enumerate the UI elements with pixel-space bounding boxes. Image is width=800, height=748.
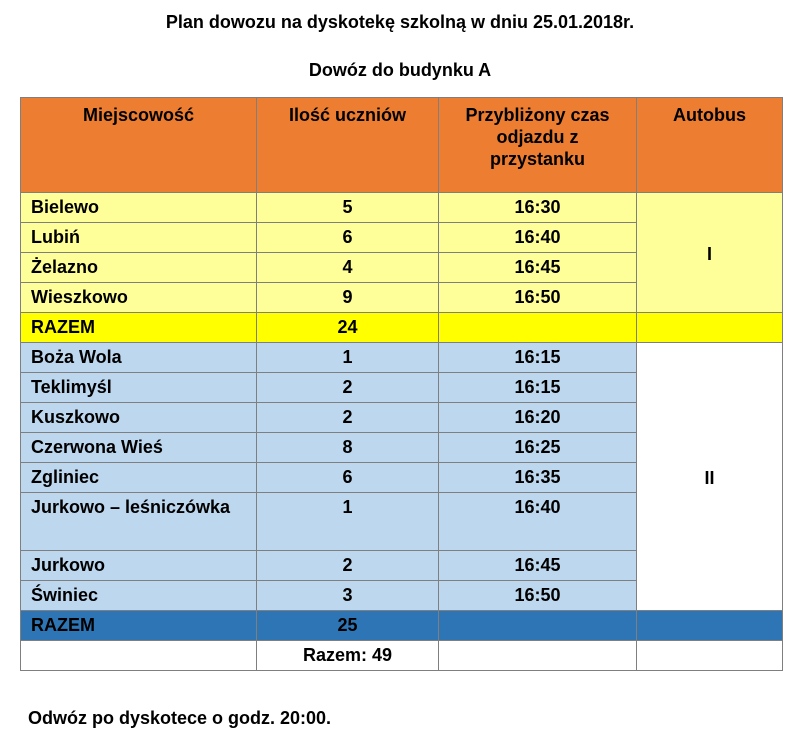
document-subtitle: Dowóz do budynku A	[308, 60, 492, 80]
place-cell: Bielewo	[21, 193, 257, 223]
count-cell: 1	[257, 493, 439, 551]
empty-cell	[637, 313, 783, 343]
total-count: 24	[257, 313, 439, 343]
count-cell: 2	[257, 551, 439, 581]
place-cell: Świniec	[21, 581, 257, 611]
count-cell: 1	[257, 343, 439, 373]
place-cell: Żelazno	[21, 253, 257, 283]
time-cell: 16:25	[439, 433, 637, 463]
document-title: Plan dowozu na dyskotekę szkolną w dniu 25.01.2018r.	[165, 12, 635, 32]
table-row	[21, 193, 783, 223]
empty-cell	[439, 313, 637, 343]
schedule-table	[20, 97, 783, 671]
return-trip-note: Odwóz po dyskotece o godz. 20:00.	[28, 708, 332, 728]
empty-cell	[439, 641, 637, 671]
empty-cell	[21, 641, 257, 671]
total-row-1	[21, 313, 783, 343]
time-cell: 16:20	[439, 403, 637, 433]
table-row	[21, 343, 783, 373]
count-cell: 2	[257, 403, 439, 433]
header-count: Ilość uczniów	[257, 98, 439, 193]
count-cell: 4	[257, 253, 439, 283]
empty-cell	[637, 641, 783, 671]
time-cell: 16:15	[439, 343, 637, 373]
place-cell: Wieszkowo	[21, 283, 257, 313]
time-cell: 16:50	[439, 581, 637, 611]
place-cell: Jurkowo – leśniczówka	[21, 493, 257, 551]
bus-cell-1: I	[637, 193, 783, 313]
place-cell: Boża Wola	[21, 343, 257, 373]
empty-cell	[637, 611, 783, 641]
header-place: Miejscowość	[21, 98, 257, 193]
time-cell: 16:30	[439, 193, 637, 223]
grand-total-row	[21, 641, 783, 671]
count-cell: 8	[257, 433, 439, 463]
total-label: RAZEM	[21, 313, 257, 343]
total-label: RAZEM	[21, 611, 257, 641]
place-cell: Jurkowo	[21, 551, 257, 581]
time-cell: 16:45	[439, 253, 637, 283]
time-cell: 16:40	[439, 223, 637, 253]
time-cell: 16:50	[439, 283, 637, 313]
time-cell: 16:35	[439, 463, 637, 493]
time-cell: 16:45	[439, 551, 637, 581]
header-row	[21, 98, 783, 193]
header-time: Przybliżony czas odjazdu z przystanku	[439, 98, 637, 193]
count-cell: 6	[257, 463, 439, 493]
total-row-2	[21, 611, 783, 641]
place-cell: Lubiń	[21, 223, 257, 253]
place-cell: Czerwona Wieś	[21, 433, 257, 463]
grand-total: Razem: 49	[257, 641, 439, 671]
header-bus: Autobus	[637, 98, 783, 193]
empty-cell	[439, 611, 637, 641]
place-cell: Kuszkowo	[21, 403, 257, 433]
place-cell: Zgliniec	[21, 463, 257, 493]
count-cell: 9	[257, 283, 439, 313]
time-cell: 16:40	[439, 493, 637, 551]
count-cell: 2	[257, 373, 439, 403]
time-cell: 16:15	[439, 373, 637, 403]
count-cell: 6	[257, 223, 439, 253]
count-cell: 5	[257, 193, 439, 223]
total-count: 25	[257, 611, 439, 641]
place-cell: Teklimyśl	[21, 373, 257, 403]
count-cell: 3	[257, 581, 439, 611]
bus-cell-2: II	[637, 343, 783, 611]
